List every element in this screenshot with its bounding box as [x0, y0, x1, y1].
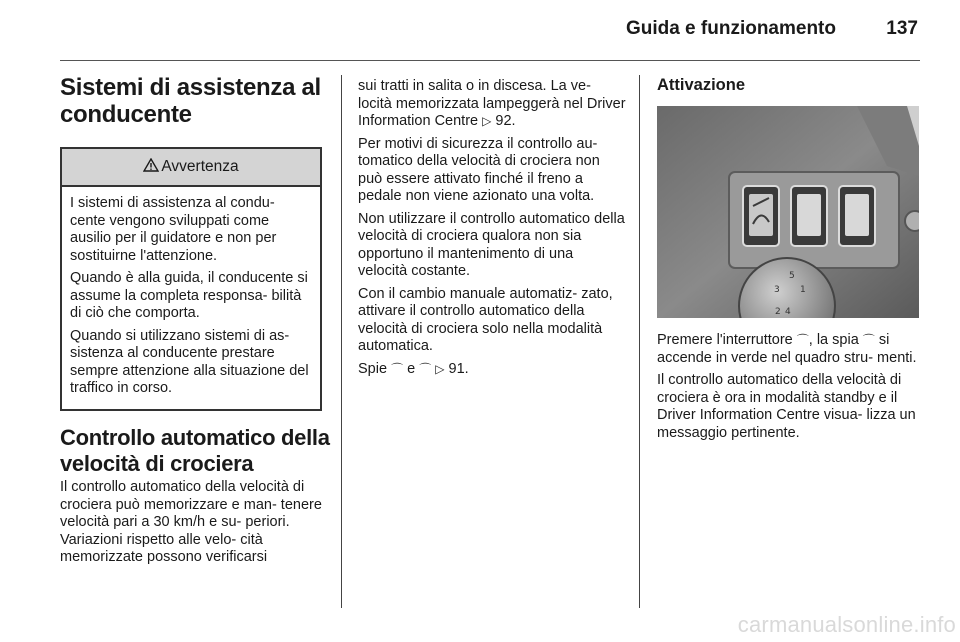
middle-column [358, 78, 626, 383]
paragraph-text: e [407, 360, 416, 377]
body-paragraph: Il controllo automatico della velocità di crociera è ora in modalità standby e il Driver Information Centre visua- lizza un messaggio pertinente. [657, 372, 916, 441]
gear-label: 4 [785, 307, 791, 317]
cruise-switch [743, 186, 779, 246]
gear-label: 5 [789, 271, 795, 281]
warning-triangle-icon [143, 157, 159, 177]
warning-label: Avvertenza [161, 158, 239, 175]
column-divider-1 [341, 75, 342, 608]
dashboard-switch-photo [657, 106, 919, 318]
activation-title: Attivazione [657, 76, 746, 94]
watermark: carmanualsonline.info [737, 612, 956, 637]
gear-label: 1 [800, 285, 806, 295]
warning-body [62, 187, 320, 398]
left-body-text [60, 479, 328, 572]
header-rule [60, 60, 920, 61]
subsection-title: Controllo automatico della velocità di crociera [60, 425, 330, 476]
page-reference-icon: ▷ [482, 114, 492, 128]
warning-paragraph: I sistemi di assistenza al condu- cente vengono sviluppati come ausilio per il guidatore e non per sostituirne l'attenzione. [70, 195, 277, 264]
body-paragraph: Non utilizzare il controllo automatico della velocità di crociera qualora non sia opportuno il mantenimento di una velocità costante. [358, 210, 625, 279]
section-title: Sistemi di assistenza al conducente [60, 74, 321, 128]
paragraph-text: , la spia [808, 332, 859, 348]
warning-paragraph: Quando è alla guida, il conducente si assume la completa responsa- bilità di ciò che comporta. [70, 270, 308, 321]
column-divider-2 [639, 75, 640, 608]
body-paragraph: Il controllo automatico della velocità di crociera può memorizzare e man- tenere velocità pari a 30 km/h e su- periori. Variazioni rispetto alle velo- cità memorizzate possono verificarsi [60, 479, 322, 565]
body-paragraph [358, 78, 626, 131]
warning-paragraph: Quando si utilizzano sistemi di as- sistenza al conducente prestare sempre attenzione alla situazione del traffico in corso. [70, 327, 309, 396]
warning-box [60, 147, 322, 411]
paragraph-text: sui tratti in salita o in discesa. La ve- locità memorizzata lampeggerà nel Driver Information Centre [358, 78, 626, 129]
gear-label: 3 [774, 285, 780, 295]
right-body-text [657, 332, 925, 447]
empty-switch [839, 186, 875, 246]
page-reference: 91. [448, 360, 469, 377]
body-paragraph: Con il cambio manuale automatiz- zato, attivare il controllo automatico della velocità di crociera solo nella modalità automatica. [358, 285, 613, 354]
cruise-control-lamp-icon: ⌒ [419, 361, 432, 376]
gear-label: 2 [775, 307, 781, 317]
body-paragraph [358, 361, 626, 379]
cruise-control-icon: ⌒ [796, 333, 809, 347]
cruise-control-lamp-icon: ⌒ [862, 333, 875, 347]
body-paragraph [657, 332, 925, 367]
paragraph-text: Spie [358, 360, 388, 377]
running-header-title: Guida e funzionamento [625, 18, 836, 39]
body-paragraph: Per motivi di sicurezza il controllo au- tomatico della velocità di crociera non può essere attivato finché il freno a pedale non viene azionato una volta. [358, 135, 600, 204]
paragraph-text: Premere l'interruttore [657, 332, 793, 348]
page-number: 137 [886, 18, 918, 39]
cruise-control-icon: ⌒ [391, 361, 404, 376]
page-reference: 92. [495, 113, 516, 129]
empty-switch [791, 186, 827, 246]
paragraph-text: si accende in verde nel quadro stru- menti. [657, 332, 917, 366]
page-reference-icon: ▷ [435, 361, 445, 376]
warning-header [62, 149, 320, 187]
